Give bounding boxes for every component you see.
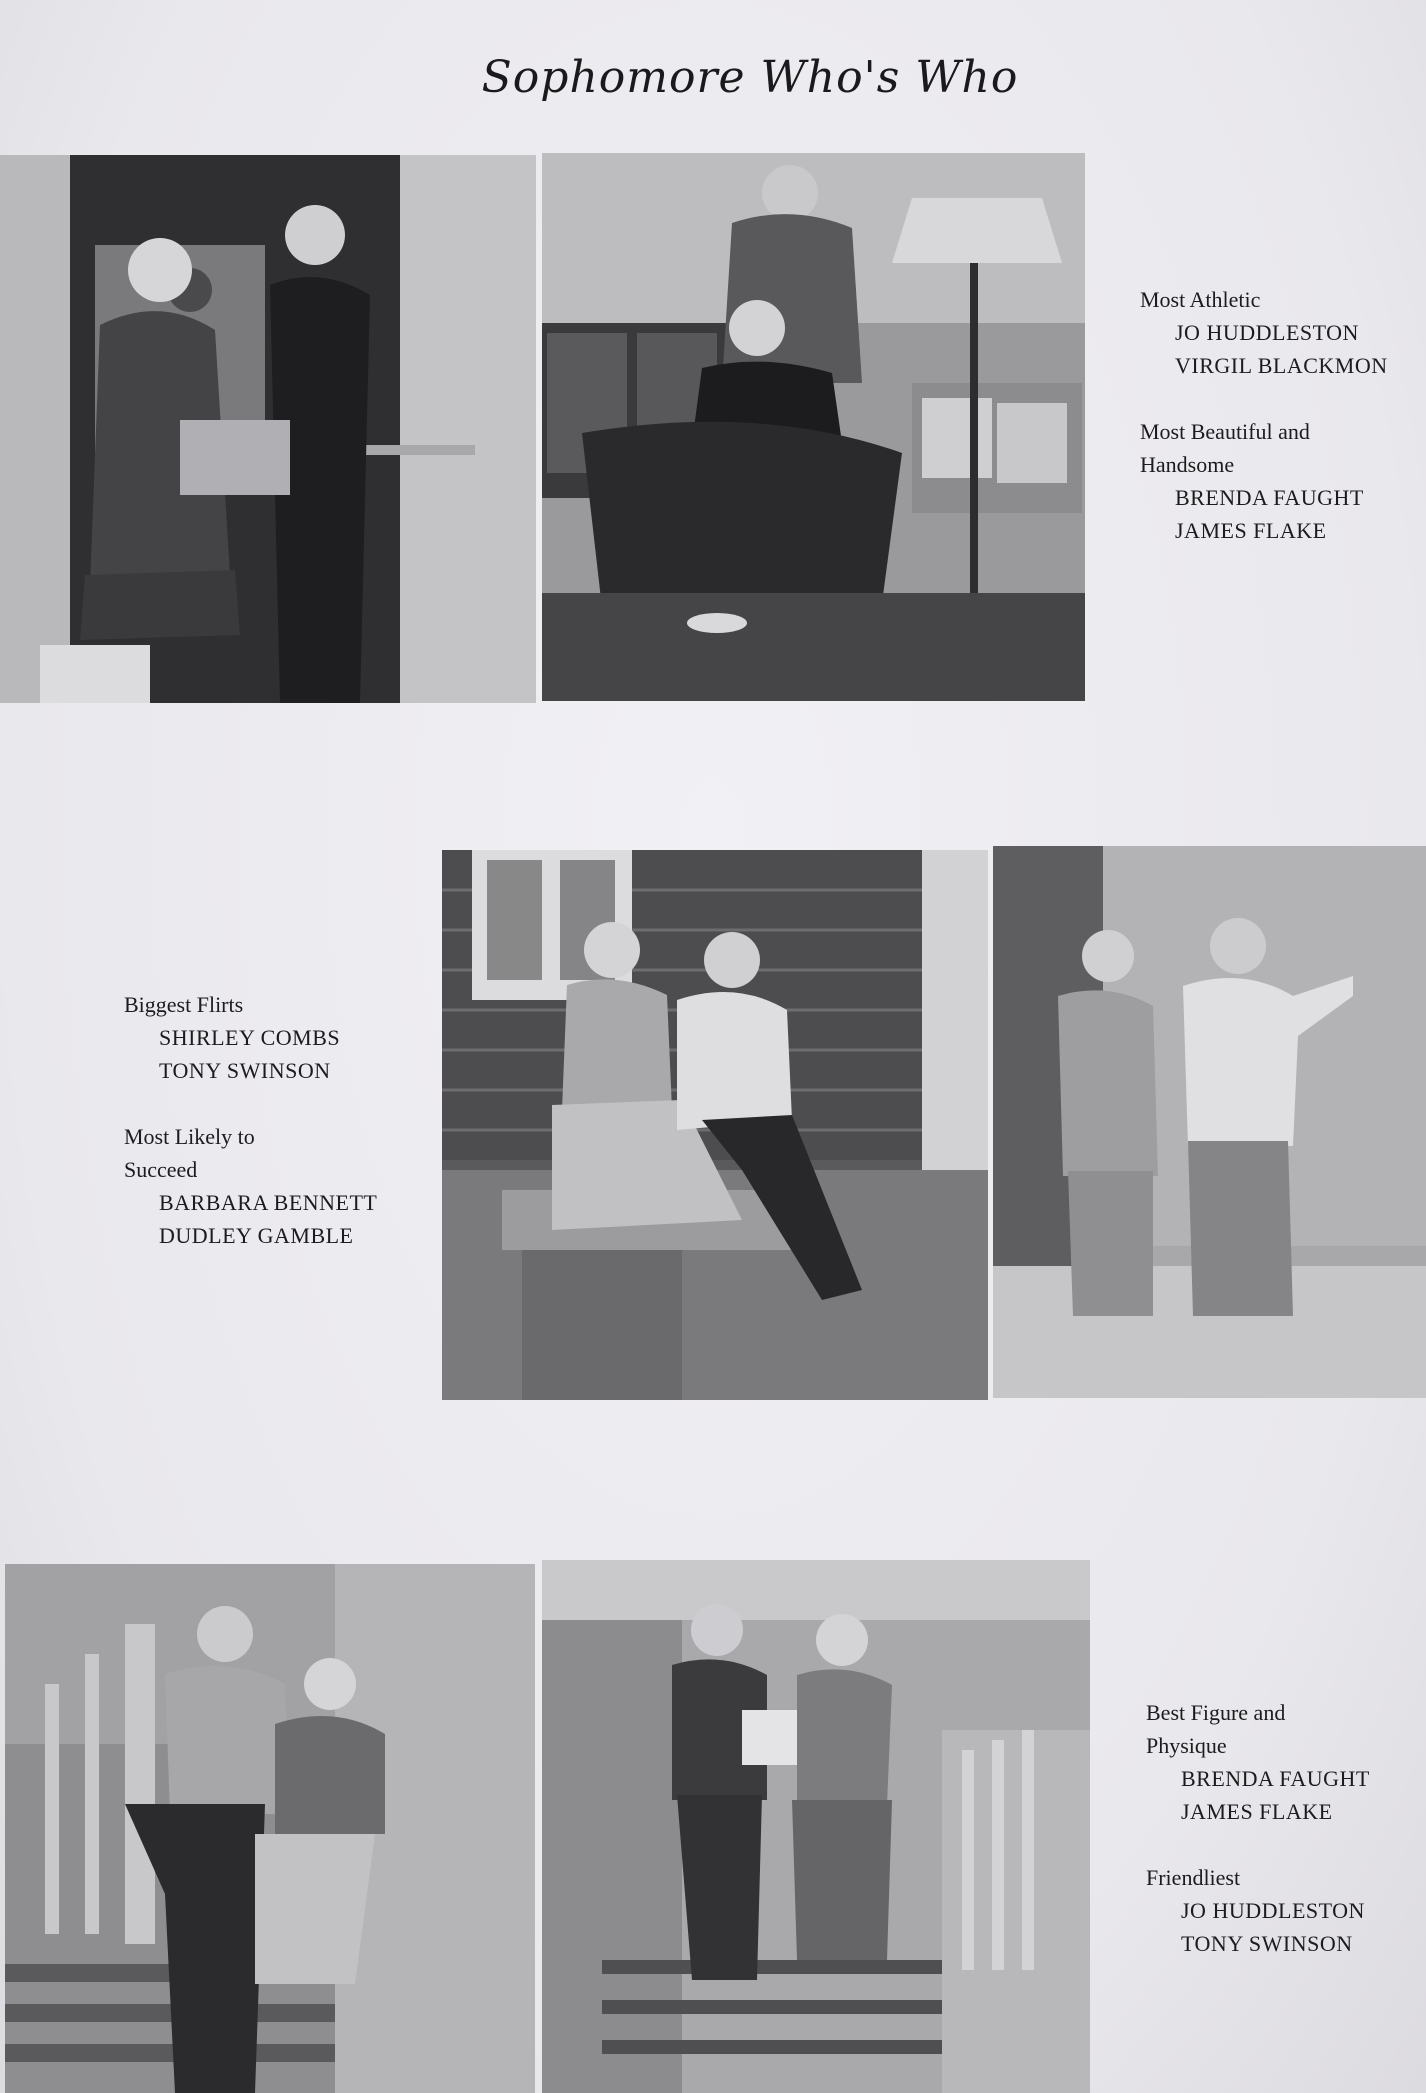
name-virgil-blackmon: VIRGIL BLACKMON bbox=[1175, 353, 1388, 378]
photo-best-figure bbox=[5, 1564, 535, 2093]
category-best-figure: Best Figure and bbox=[1146, 1700, 1286, 1725]
page-title: Sophomore Who's Who bbox=[481, 52, 1019, 103]
name-tony-swinson: TONY SWINSON bbox=[159, 1058, 331, 1083]
category-physique: Physique bbox=[1146, 1733, 1227, 1758]
caption-bottom-right bbox=[1146, 1696, 1370, 1960]
name-james-flake-2: JAMES FLAKE bbox=[1181, 1799, 1333, 1824]
caption-top-right bbox=[1140, 283, 1388, 547]
name-brenda-faught-2: BRENDA FAUGHT bbox=[1181, 1766, 1370, 1791]
category-handsome: Handsome bbox=[1140, 452, 1235, 477]
name-dudley-gamble: DUDLEY GAMBLE bbox=[159, 1223, 354, 1248]
category-biggest-flirts: Biggest Flirts bbox=[124, 992, 244, 1017]
category-friendliest: Friendliest bbox=[1146, 1865, 1241, 1890]
photo-biggest-flirts bbox=[442, 850, 988, 1400]
category-most-likely: Most Likely to bbox=[124, 1124, 255, 1149]
name-james-flake: JAMES FLAKE bbox=[1175, 518, 1327, 543]
name-jo-huddleston-2: JO HUDDLESTON bbox=[1181, 1898, 1365, 1923]
category-most-athletic: Most Athletic bbox=[1140, 287, 1261, 312]
name-jo-huddleston: JO HUDDLESTON bbox=[1175, 320, 1359, 345]
name-barbara-bennett: BARBARA BENNETT bbox=[159, 1190, 378, 1215]
category-most-beautiful: Most Beautiful and bbox=[1140, 419, 1310, 444]
photo-most-athletic bbox=[0, 155, 536, 703]
category-succeed: Succeed bbox=[124, 1157, 198, 1182]
name-brenda-faught: BRENDA FAUGHT bbox=[1175, 485, 1364, 510]
photo-friendliest bbox=[542, 1560, 1090, 2093]
photo-most-beautiful bbox=[542, 153, 1085, 701]
name-tony-swinson-2: TONY SWINSON bbox=[1181, 1931, 1353, 1956]
caption-middle-left bbox=[124, 988, 377, 1252]
name-shirley-combs: SHIRLEY COMBS bbox=[159, 1025, 341, 1050]
photo-most-likely bbox=[993, 846, 1426, 1398]
